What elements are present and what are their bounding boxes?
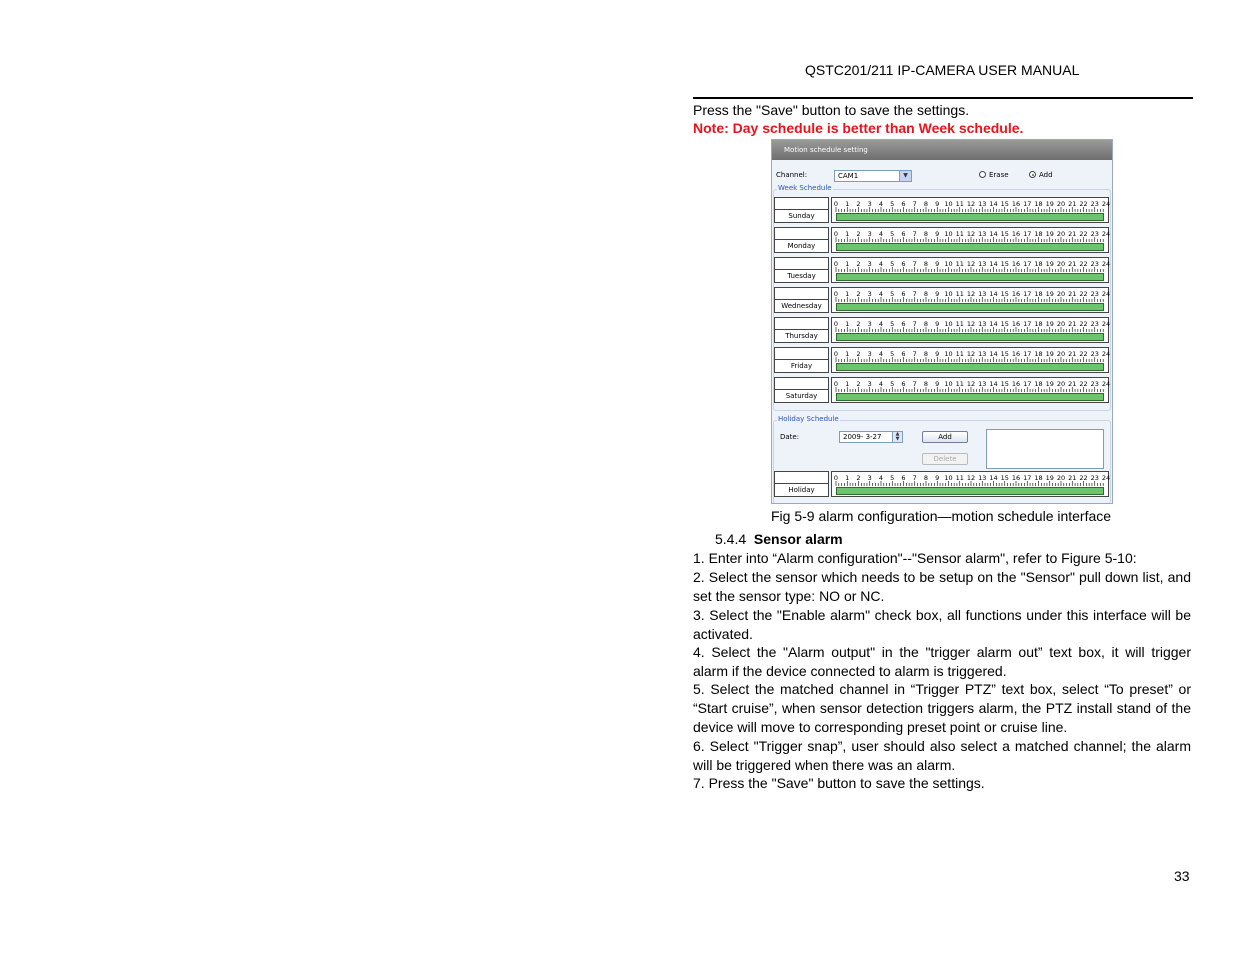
- schedule-bar[interactable]: [836, 273, 1104, 281]
- hour-tick-label: 9: [935, 230, 940, 238]
- hour-tick-label: 18: [1034, 230, 1043, 238]
- hour-tick-label: 16: [1011, 200, 1021, 208]
- add-radio-label: Add: [1039, 171, 1053, 179]
- hour-tick-label: 20: [1056, 350, 1066, 358]
- hour-ruler: [831, 317, 1109, 343]
- hour-ruler: [831, 197, 1109, 223]
- hour-tick-label: 5: [890, 200, 895, 208]
- day-label-box: [774, 287, 829, 313]
- hour-tick-label: 12: [966, 350, 976, 358]
- hour-tick-label: 18: [1034, 350, 1043, 358]
- hour-tick-label: 15: [1000, 260, 1009, 268]
- hour-tick-label: 4: [878, 290, 884, 298]
- hour-tick-label: 1: [845, 320, 850, 328]
- hour-tick-label: 1: [845, 380, 850, 388]
- hour-tick-label: 5: [890, 260, 895, 268]
- hour-tick-label: 9: [935, 474, 940, 482]
- hour-tick-label: 5: [890, 230, 895, 238]
- hour-tick-label: 20: [1056, 200, 1066, 208]
- hour-tick-label: 15: [1000, 200, 1009, 208]
- hour-tick-label: 6: [901, 230, 906, 238]
- hour-tick-label: 23: [1090, 380, 1099, 388]
- hour-tick-label: 8: [923, 350, 929, 358]
- hour-tick-label: 7: [912, 290, 917, 298]
- hour-tick-label: 11: [955, 320, 964, 328]
- section-heading: [715, 531, 843, 547]
- hour-tick-label: 19: [1045, 350, 1054, 358]
- hour-tick-label: 21: [1068, 230, 1077, 238]
- day-label: Tuesday: [787, 272, 816, 280]
- day-label: Monday: [787, 242, 816, 250]
- hour-tick-label: 1: [845, 200, 850, 208]
- hour-tick-label: 22: [1079, 474, 1088, 482]
- hour-tick-label: 21: [1068, 380, 1077, 388]
- hour-tick-label: 10: [944, 350, 953, 358]
- hour-tick-label: 16: [1011, 474, 1021, 482]
- hour-tick-label: 12: [966, 290, 976, 298]
- step-2: 2. Select the sensor which needs to be setup on the "Sensor" pull down list, and set the sensor type: NO or NC.: [693, 569, 1191, 604]
- hour-tick-label: 12: [966, 380, 976, 388]
- hour-tick-label: 21: [1068, 350, 1077, 358]
- save-instruction: Press the "Save" button to save the settings.: [693, 102, 970, 118]
- hour-tick-label: 19: [1045, 320, 1054, 328]
- day-label-box: [774, 227, 829, 253]
- hour-tick-label: 8: [923, 380, 929, 388]
- hour-tick-label: 7: [912, 230, 917, 238]
- hour-tick-label: 13: [978, 290, 987, 298]
- spinner-icon[interactable]: ▲ ▼: [892, 432, 902, 442]
- hour-tick-label: 5: [890, 320, 895, 328]
- hour-tick-label: 13: [978, 200, 987, 208]
- hour-tick-label: 19: [1045, 380, 1054, 388]
- hour-tick-label: 2: [856, 474, 861, 482]
- hour-tick-label: 13: [978, 230, 987, 238]
- hour-tick-label: 17: [1023, 200, 1032, 208]
- day-row-thursday: [774, 317, 1110, 343]
- day-row-tuesday: [774, 257, 1110, 283]
- day-label-box: [774, 471, 829, 497]
- hour-tick-label: 10: [944, 290, 953, 298]
- hour-tick-label: 12: [966, 200, 976, 208]
- hour-tick-label: 18: [1034, 474, 1043, 482]
- hour-tick-label: 12: [966, 474, 976, 482]
- hour-tick-label: 13: [978, 474, 987, 482]
- day-box-divider: [775, 239, 828, 240]
- hour-tick-label: 0: [833, 380, 839, 388]
- hour-tick-label: 0: [833, 230, 839, 238]
- hour-tick-label: 16: [1011, 380, 1021, 388]
- hour-tick-label: 21: [1068, 290, 1077, 298]
- hour-tick-label: 2: [856, 320, 861, 328]
- hour-tick-label: 17: [1023, 230, 1032, 238]
- hour-tick-label: 19: [1045, 200, 1054, 208]
- hour-tick-label: 19: [1045, 260, 1054, 268]
- hour-tick-label: 15: [1000, 320, 1009, 328]
- hour-tick-label: 7: [912, 320, 917, 328]
- hour-tick-label: 15: [1000, 230, 1009, 238]
- hour-tick-label: 2: [856, 260, 861, 268]
- hour-tick-label: 8: [923, 230, 929, 238]
- figure-caption: Fig 5-9 alarm configuration—motion schedule interface: [771, 508, 1112, 524]
- hour-tick-label: 11: [955, 230, 964, 238]
- hour-tick-label: 15: [1000, 474, 1009, 482]
- hour-tick-label: 7: [912, 200, 917, 208]
- hour-tick-label: 19: [1045, 230, 1054, 238]
- hour-ruler: [831, 347, 1109, 373]
- hour-tick-label: 3: [867, 260, 872, 268]
- add-radio[interactable]: [1029, 171, 1036, 178]
- day-box-divider: [775, 329, 828, 330]
- schedule-bar[interactable]: [836, 213, 1104, 221]
- hour-tick-label: 22: [1079, 230, 1088, 238]
- week-schedule-label: Week Schedule: [778, 184, 832, 192]
- hour-tick-label: 24: [1101, 260, 1110, 268]
- hour-tick-label: 8: [923, 290, 929, 298]
- hour-tick-label: 11: [955, 350, 964, 358]
- hour-tick-label: 5: [890, 290, 895, 298]
- chevron-down-icon: ▼: [899, 171, 911, 181]
- hour-tick-label: 0: [833, 474, 839, 482]
- day-box-divider: [775, 359, 828, 360]
- dialog-title: Motion schedule setting: [772, 140, 1112, 160]
- day-row-wednesday: [774, 287, 1110, 313]
- hour-tick-label: 2: [856, 290, 861, 298]
- hour-tick-label: 9: [935, 380, 940, 388]
- hour-tick-label: 4: [878, 230, 884, 238]
- hour-tick-label: 12: [966, 230, 976, 238]
- section-title: Sensor alarm: [753, 531, 843, 547]
- day-label-box: [774, 347, 829, 373]
- hour-tick-label: 22: [1079, 260, 1088, 268]
- hour-tick-label: 6: [901, 290, 906, 298]
- date-label: Date:: [780, 433, 800, 441]
- hour-tick-label: 0: [833, 290, 839, 298]
- hour-tick-label: 16: [1011, 290, 1021, 298]
- hour-tick-label: 24: [1101, 200, 1110, 208]
- hour-tick-label: 20: [1056, 290, 1066, 298]
- hour-tick-label: 18: [1034, 290, 1043, 298]
- hour-tick-label: 16: [1011, 260, 1021, 268]
- step-6: 6. Select "Trigger snap”, user should also select a matched channel; the alarm will be triggered when there was an alarm.: [693, 738, 1191, 773]
- hour-tick-label: 20: [1056, 474, 1066, 482]
- date-value: 2009- 3-27: [843, 433, 882, 441]
- hour-tick-label: 2: [856, 350, 861, 358]
- add-holiday-button[interactable]: Add: [922, 431, 968, 443]
- hour-tick-label: 3: [867, 200, 872, 208]
- day-box-divider: [775, 483, 828, 484]
- hour-tick-label: 18: [1034, 320, 1043, 328]
- hour-tick-label: 11: [955, 380, 964, 388]
- hour-tick-label: 21: [1068, 200, 1077, 208]
- hour-tick-label: 18: [1034, 200, 1043, 208]
- step-5: 5. Select the matched channel in “Trigger PTZ” text box, select “To preset” or “Start cruise”, when sensor detection triggers alarm, the PTZ install stand of the device will move to corresponding preset point or cruise line.: [693, 681, 1191, 735]
- hour-tick-label: 23: [1090, 290, 1099, 298]
- hour-tick-label: 4: [878, 200, 884, 208]
- erase-radio[interactable]: [979, 171, 986, 178]
- hour-tick-label: 13: [978, 260, 987, 268]
- hour-tick-label: 2: [856, 230, 861, 238]
- hour-tick-label: 4: [878, 350, 884, 358]
- schedule-bar[interactable]: [836, 363, 1104, 371]
- hour-tick-label: 7: [912, 350, 917, 358]
- day-label: Saturday: [785, 392, 818, 400]
- hour-tick-label: 10: [944, 230, 953, 238]
- hour-tick-label: 0: [833, 320, 839, 328]
- hour-tick-label: 10: [944, 260, 953, 268]
- page-number: 33: [1174, 868, 1190, 884]
- hour-tick-label: 17: [1023, 350, 1032, 358]
- hour-tick-label: 10: [944, 200, 953, 208]
- hour-tick-label: 1: [845, 290, 850, 298]
- hour-ruler: [831, 471, 1109, 497]
- hour-tick-label: 24: [1101, 230, 1110, 238]
- hour-tick-label: 14: [989, 200, 998, 208]
- hour-tick-label: 2: [856, 380, 861, 388]
- day-label: Friday: [790, 362, 813, 370]
- day-label: Wednesday: [781, 302, 822, 310]
- delete-holiday-button[interactable]: Delete: [922, 453, 968, 465]
- day-box-divider: [775, 299, 828, 300]
- hour-tick-label: 13: [978, 380, 987, 388]
- hour-tick-label: 14: [989, 320, 998, 328]
- hour-tick-label: 16: [1011, 230, 1021, 238]
- hour-tick-label: 22: [1079, 290, 1088, 298]
- hour-tick-label: 13: [978, 350, 987, 358]
- holiday-list[interactable]: [986, 429, 1104, 469]
- hour-tick-label: 6: [901, 200, 906, 208]
- hour-tick-label: 16: [1011, 350, 1021, 358]
- hour-tick-label: 10: [944, 320, 953, 328]
- hour-tick-label: 24: [1101, 380, 1110, 388]
- day-row-monday: [774, 227, 1110, 253]
- hour-tick-label: 20: [1056, 260, 1066, 268]
- hour-tick-label: 0: [833, 260, 839, 268]
- hour-tick-label: 11: [955, 200, 964, 208]
- hour-tick-label: 14: [989, 230, 998, 238]
- hour-tick-label: 22: [1079, 320, 1088, 328]
- day-label-box: [774, 257, 829, 283]
- hour-tick-label: 11: [955, 260, 964, 268]
- hour-tick-label: 0: [833, 200, 839, 208]
- hour-tick-label: 7: [912, 260, 917, 268]
- hour-ruler: [831, 377, 1109, 403]
- hour-tick-label: 21: [1068, 260, 1077, 268]
- hour-tick-label: 17: [1023, 320, 1032, 328]
- hour-ruler: [831, 227, 1109, 253]
- hour-tick-label: 23: [1090, 200, 1099, 208]
- hour-tick-label: 9: [935, 320, 940, 328]
- hour-tick-label: 23: [1090, 350, 1099, 358]
- hour-tick-label: 1: [845, 474, 850, 482]
- hour-tick-label: 8: [923, 260, 929, 268]
- hour-tick-label: 3: [867, 474, 872, 482]
- hour-tick-label: 23: [1090, 474, 1099, 482]
- hour-tick-label: 3: [867, 350, 872, 358]
- step-1: 1. Enter into “Alarm configuration"--"Sensor alarm", refer to Figure 5-10:: [693, 550, 1137, 566]
- hour-tick-label: 8: [923, 200, 929, 208]
- hour-tick-label: 17: [1023, 380, 1032, 388]
- motion-schedule-screenshot: [771, 139, 1113, 504]
- hour-tick-label: 12: [966, 320, 976, 328]
- hour-tick-label: 10: [944, 474, 953, 482]
- day-box-divider: [775, 269, 828, 270]
- hour-tick-label: 9: [935, 200, 940, 208]
- erase-label: Erase: [989, 171, 1009, 179]
- hour-tick-label: 7: [912, 380, 917, 388]
- hour-tick-label: 5: [890, 474, 895, 482]
- hour-tick-label: 23: [1090, 260, 1099, 268]
- hour-tick-label: 14: [989, 260, 998, 268]
- hour-ruler: [831, 287, 1109, 313]
- hour-tick-label: 15: [1000, 380, 1009, 388]
- section-number: 5.4.4: [715, 531, 747, 547]
- hour-tick-label: 3: [867, 320, 872, 328]
- hour-tick-label: 4: [878, 320, 884, 328]
- hour-tick-label: 15: [1000, 290, 1009, 298]
- day-label: Thursday: [785, 332, 818, 340]
- hour-tick-label: 5: [890, 380, 895, 388]
- schedule-note: Note: Day schedule is better than Week schedule.: [693, 120, 1024, 136]
- schedule-bar[interactable]: [836, 393, 1104, 401]
- hour-tick-label: 22: [1079, 350, 1088, 358]
- day-label-box: [774, 377, 829, 403]
- holiday-schedule-label: Holiday Schedule: [778, 415, 839, 423]
- step-4: 4. Select the "Alarm output" in the "trigger alarm out” text box, it will trigger alarm if the device connected to alarm is triggered.: [693, 644, 1191, 679]
- hour-tick-label: 8: [923, 474, 929, 482]
- hour-tick-label: 1: [845, 350, 850, 358]
- schedule-bar[interactable]: [836, 333, 1104, 341]
- channel-select[interactable]: [834, 170, 912, 182]
- hour-tick-label: 5: [890, 350, 895, 358]
- hour-tick-label: 12: [966, 260, 976, 268]
- day-row-sunday: [774, 197, 1110, 223]
- hour-tick-label: 24: [1101, 320, 1110, 328]
- hour-tick-label: 20: [1056, 230, 1066, 238]
- day-label: Sunday: [788, 212, 815, 220]
- hour-tick-label: 14: [989, 350, 998, 358]
- schedule-bar[interactable]: [836, 487, 1104, 495]
- hour-tick-label: 4: [878, 260, 884, 268]
- hour-tick-label: 22: [1079, 200, 1088, 208]
- hour-tick-label: 24: [1101, 474, 1110, 482]
- schedule-bar[interactable]: [836, 243, 1104, 251]
- hour-tick-label: 18: [1034, 380, 1043, 388]
- holiday-row: [774, 471, 1110, 497]
- hour-tick-label: 8: [923, 320, 929, 328]
- hour-tick-label: 13: [978, 320, 987, 328]
- hour-tick-label: 24: [1101, 350, 1110, 358]
- hour-tick-label: 11: [955, 290, 964, 298]
- schedule-bar[interactable]: [836, 303, 1104, 311]
- hour-tick-label: 23: [1090, 230, 1099, 238]
- hour-tick-label: 14: [989, 380, 998, 388]
- hour-tick-label: 17: [1023, 474, 1032, 482]
- day-label-box: [774, 197, 829, 223]
- day-box-divider: [775, 389, 828, 390]
- hour-tick-label: 6: [901, 350, 906, 358]
- day-row-friday: [774, 347, 1110, 373]
- day-label-box: [774, 317, 829, 343]
- hour-tick-label: 19: [1045, 474, 1054, 482]
- hour-tick-label: 17: [1023, 290, 1032, 298]
- hour-tick-label: 19: [1045, 290, 1054, 298]
- hour-tick-label: 21: [1068, 474, 1077, 482]
- hour-tick-label: 6: [901, 320, 906, 328]
- hour-tick-label: 3: [867, 380, 872, 388]
- hour-tick-label: 21: [1068, 320, 1077, 328]
- channel-label: Channel:: [776, 171, 808, 179]
- hour-tick-label: 3: [867, 230, 872, 238]
- day-label: Holiday: [788, 486, 815, 494]
- hour-tick-label: 11: [955, 474, 964, 482]
- hour-tick-label: 2: [856, 200, 861, 208]
- hour-tick-label: 6: [901, 380, 906, 388]
- page-header-title: QSTC201/211 IP-CAMERA USER MANUAL: [805, 62, 1080, 78]
- channel-value: CAM1: [838, 172, 859, 180]
- hour-tick-label: 20: [1056, 380, 1066, 388]
- hour-tick-label: 4: [878, 380, 884, 388]
- hour-tick-label: 17: [1023, 260, 1032, 268]
- hour-tick-label: 0: [833, 350, 839, 358]
- hour-tick-label: 18: [1034, 260, 1043, 268]
- hour-tick-label: 9: [935, 350, 940, 358]
- hour-tick-label: 9: [935, 290, 940, 298]
- day-box-divider: [775, 209, 828, 210]
- header-rule: [693, 97, 1193, 99]
- hour-tick-label: 24: [1101, 290, 1110, 298]
- hour-tick-label: 1: [845, 230, 850, 238]
- day-row-saturday: [774, 377, 1110, 403]
- hour-tick-label: 15: [1000, 350, 1009, 358]
- hour-tick-label: 22: [1079, 380, 1088, 388]
- hour-tick-label: 1: [845, 260, 850, 268]
- hour-tick-label: 6: [901, 260, 906, 268]
- step-7: 7. Press the "Save" button to save the settings.: [693, 775, 985, 791]
- hour-tick-label: 3: [867, 290, 872, 298]
- hour-ruler: [831, 257, 1109, 283]
- step-3: 3. Select the "Enable alarm" check box, all functions under this interface will be activated.: [693, 607, 1191, 642]
- hour-tick-label: 4: [878, 474, 884, 482]
- hour-tick-label: 6: [901, 474, 906, 482]
- hour-tick-label: 16: [1011, 320, 1021, 328]
- hour-tick-label: 23: [1090, 320, 1099, 328]
- hour-tick-label: 9: [935, 260, 940, 268]
- hour-tick-label: 14: [989, 290, 998, 298]
- hour-tick-label: 14: [989, 474, 998, 482]
- hour-tick-label: 7: [912, 474, 917, 482]
- date-input[interactable]: [839, 431, 903, 443]
- hour-tick-label: 20: [1056, 320, 1066, 328]
- hour-tick-label: 10: [944, 380, 953, 388]
